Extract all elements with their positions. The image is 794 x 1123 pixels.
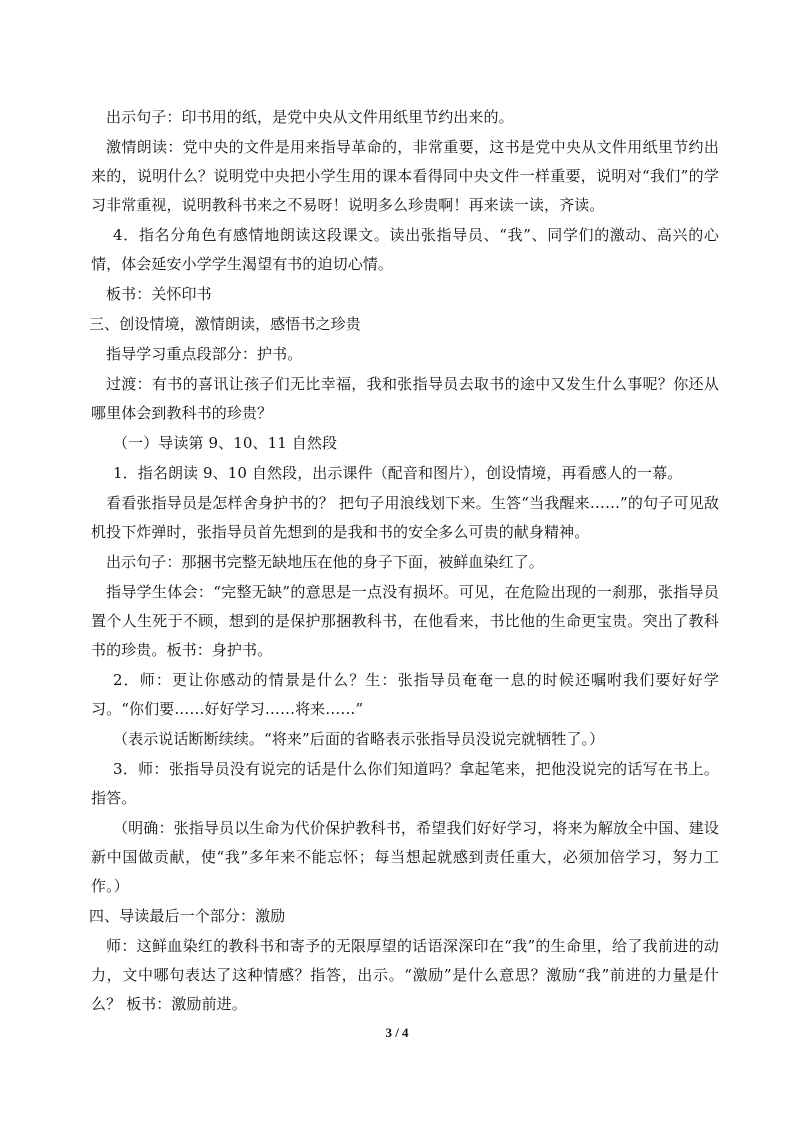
paragraph: 看看张指导员是怎样舍身护书的？ 把句子用浪线划下来。生答“当我醒来……”的句子可见敌机投下炸弹时，张指导员首先想到的是我和书的安全多么可贵的献身精神。 bbox=[91, 494, 719, 541]
paragraph: 指导学习重点段部分：护书。 bbox=[106, 345, 303, 363]
paragraph: （明确：张指导员以生命为代价保护教科书，希望我们好好学习，将来为解放全中国、建设新中国做贡献，使“我”多年来不能忘怀；每当想起就感到责任重大，必须加倍学习，努力工作。） bbox=[91, 819, 719, 895]
paragraph: 四、导读最后一个部分：激励 bbox=[89, 907, 286, 925]
paragraph: 4．指名分角色有感情地朗读这段课文。读出张指导员、“我”、同学们的激动、高兴的心情，体会延安小学学生渴望有书的迫切心情。 bbox=[91, 226, 719, 273]
document-body bbox=[91, 103, 719, 1020]
paragraph: 师：这鲜血染红的教科书和寄予的无限厚望的话语深深印在“我”的生命里，给了我前进的动力，文中哪句表达了这种情感？指答，出示。“激励”是什么意思？激励“我”前进的力量是什么？ 板书：激励前进。 bbox=[91, 937, 719, 1013]
paragraph: 过渡：有书的喜讯让孩子们无比幸福，我和张指导员去取书的途中又发生什么事呢？你还从哪里体会到教科书的珍贵？ bbox=[91, 375, 719, 422]
paragraph: 板书：关怀印书 bbox=[106, 285, 212, 303]
paragraph: 1．指名朗读 9、10 自然段，出示课件（配音和图片），创设情境，再看感人的一幕。 bbox=[113, 464, 683, 482]
paragraph: （表示说话断断续续。“将来”后面的省略表示张指导员没说完就牺牲了。） bbox=[113, 730, 605, 748]
page-number: 3 / 4 bbox=[385, 1025, 409, 1040]
paragraph: 3．师：张指导员没有说完的话是什么你们知道吗？拿起笔来，把他没说完的话写在书上。指答。 bbox=[91, 760, 719, 807]
paragraph: 三、创设情境，激情朗读，感悟书之珍贵 bbox=[89, 315, 361, 333]
paragraph: 指导学生体会：“完整无缺”的意思是一点没有损坏。可见，在危险出现的一刹那，张指导员置个人生死于不顾，想到的是保护那捆教科书，在他看来，书比他的生命更宝贵。突出了教科书的珍贵。板书：身护书。 bbox=[91, 583, 719, 659]
paragraph: 2．师：更让你感动的情景是什么？生：张指导员奄奄一息的时候还嘱咐我们要好好学习。“你们要……好好学习……将来……” bbox=[91, 671, 719, 718]
paragraph: 出示句子：那捆书完整无缺地压在他的身子下面，被鲜血染红了。 bbox=[106, 553, 544, 571]
paragraph: 出示句子：印书用的纸，是党中央从文件用纸里节约出来的。 bbox=[106, 108, 514, 126]
paragraph: 激情朗读：党中央的文件是用来指导革命的，非常重要，这书是党中央从文件用纸里节约出来的，说明什么？说明党中央把小学生用的课本看得同中央文件一样重要，说明对“我们”的学习非常重视，说明教科书来之不易呀！说明多么珍贵啊！再来读一读，齐读。 bbox=[91, 138, 719, 214]
paragraph: （一）导读第 9、10、11 自然段 bbox=[113, 434, 338, 452]
